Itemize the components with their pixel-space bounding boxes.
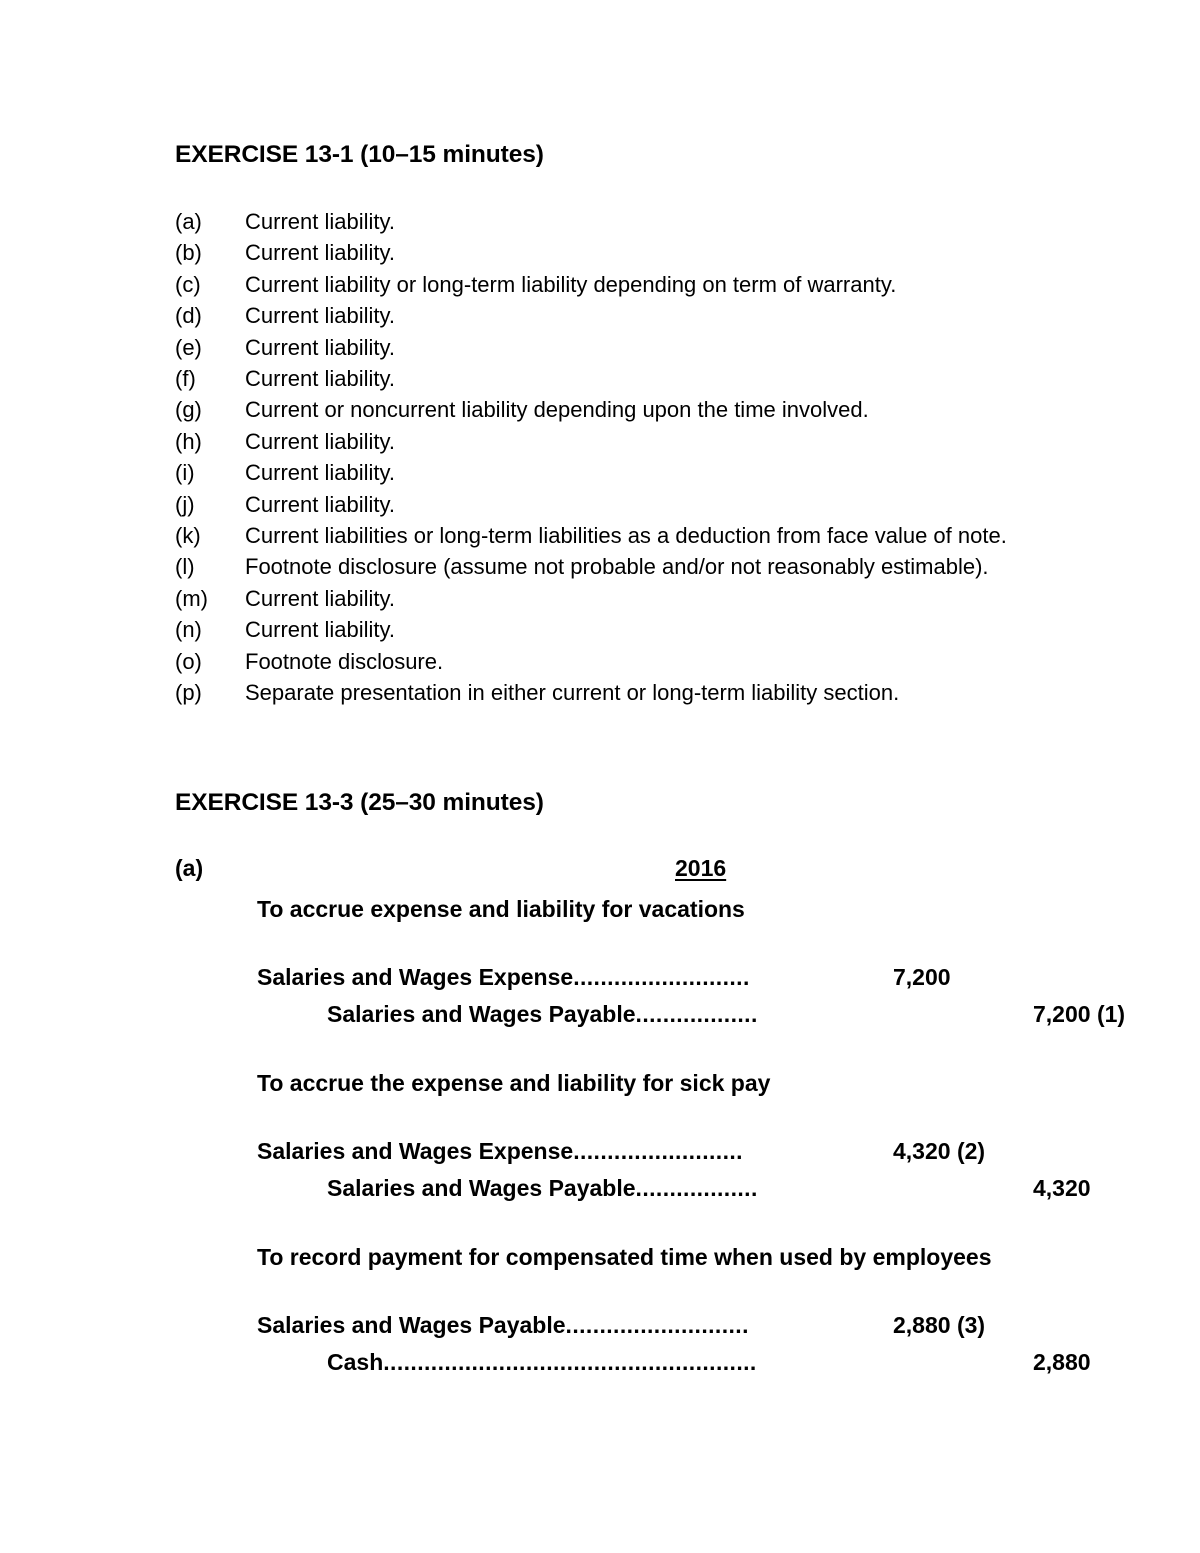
list-item-label: (g) bbox=[175, 397, 202, 423]
list-item-label: (c) bbox=[175, 271, 201, 297]
list-item-label: (i) bbox=[175, 460, 195, 486]
list-item bbox=[175, 394, 1075, 425]
list-item bbox=[175, 614, 1075, 645]
credit-amount: 7,200 (1) bbox=[1033, 1001, 1126, 1027]
entry-description: To accrue expense and liability for vacations bbox=[257, 896, 745, 922]
list-item bbox=[175, 646, 1075, 677]
spacer bbox=[175, 1207, 1175, 1239]
account-name: Salaries and Wages Payable bbox=[257, 1312, 566, 1338]
debit-amount: 4,320 (2) bbox=[893, 1138, 986, 1164]
list-item-text: Current liability. bbox=[245, 617, 395, 643]
spacer bbox=[175, 1275, 1175, 1307]
year-heading: 2016 bbox=[675, 855, 727, 881]
list-item-label: (n) bbox=[175, 617, 202, 643]
list-item-label: (m) bbox=[175, 585, 208, 611]
list-item-label: (b) bbox=[175, 240, 202, 266]
account-name: Salaries and Wages Payable bbox=[327, 1175, 636, 1201]
account-name-with-leader bbox=[327, 1170, 852, 1207]
debit-amount: 7,200 bbox=[893, 964, 951, 990]
account-name: Salaries and Wages Expense bbox=[257, 964, 574, 990]
list-item bbox=[175, 426, 1075, 457]
account-name-with-leader bbox=[257, 959, 852, 996]
account-name-with-leader bbox=[327, 996, 852, 1033]
list-item-text: Current liability. bbox=[245, 428, 395, 454]
list-item bbox=[175, 332, 1075, 363]
list-item-text: Current liability. bbox=[245, 240, 395, 266]
list-item bbox=[175, 457, 1075, 488]
journal-entry bbox=[175, 891, 1175, 1033]
list-item-label: (d) bbox=[175, 303, 202, 329]
list-item-text: Current liability. bbox=[245, 334, 395, 360]
list-item-label: (k) bbox=[175, 523, 201, 549]
list-item-label: (j) bbox=[175, 491, 195, 517]
list-item-text: Current liability. bbox=[245, 366, 395, 392]
list-item-text: Current or noncurrent liability depending upon the time involved. bbox=[245, 397, 869, 423]
list-item bbox=[175, 237, 1075, 268]
list-item-text: Current liability. bbox=[245, 460, 395, 486]
list-item bbox=[175, 363, 1075, 394]
account-name: Salaries and Wages Payable bbox=[327, 1001, 636, 1027]
list-item-label: (l) bbox=[175, 554, 195, 580]
entry-credit-line bbox=[175, 1170, 1175, 1207]
list-item bbox=[175, 269, 1075, 300]
list-item bbox=[175, 551, 1075, 582]
list-item bbox=[175, 489, 1075, 520]
entry-debit-line bbox=[175, 959, 1175, 996]
list-item-text: Current liability. bbox=[245, 491, 395, 517]
list-item-label: (p) bbox=[175, 680, 202, 706]
list-item-label: (a) bbox=[175, 209, 202, 234]
list-item bbox=[175, 206, 1075, 237]
list-item bbox=[175, 300, 1075, 331]
dot-leader: .......................... bbox=[573, 964, 750, 990]
exercise-13-3-heading: EXERCISE 13-3 (25–30 minutes) bbox=[175, 789, 544, 816]
account-name-with-leader bbox=[327, 1344, 852, 1381]
list-item bbox=[175, 520, 1075, 551]
credit-amount: 4,320 bbox=[1033, 1175, 1091, 1201]
list-item bbox=[175, 583, 1075, 614]
exercise-13-1-answer-list bbox=[175, 206, 1075, 709]
spacer bbox=[175, 1101, 1175, 1133]
list-item-text: Current liability. bbox=[245, 585, 395, 611]
list-item-text: Current liability. bbox=[245, 303, 395, 329]
entry-debit-line bbox=[175, 1307, 1175, 1344]
list-item-text: Footnote disclosure. bbox=[245, 648, 444, 674]
list-item-label: (o) bbox=[175, 648, 202, 674]
part-label: (a) bbox=[175, 855, 204, 881]
list-item-label: (f) bbox=[175, 366, 196, 392]
list-item-label: (h) bbox=[175, 428, 202, 454]
account-name-with-leader bbox=[257, 1307, 852, 1344]
journal-entries-section bbox=[175, 855, 1175, 1381]
dot-leader: .................. bbox=[635, 1001, 758, 1027]
dot-leader: ......................... bbox=[573, 1138, 743, 1164]
list-item-label: (e) bbox=[175, 334, 202, 360]
account-name: Cash bbox=[327, 1349, 384, 1375]
journal-entry bbox=[175, 1239, 1175, 1381]
part-a-header bbox=[175, 855, 1175, 891]
list-item-text: Separate presentation in either current or long-term liability section. bbox=[245, 680, 900, 706]
entry-description: To accrue the expense and liability for sick pay bbox=[257, 1070, 771, 1096]
dot-leader: .................. bbox=[635, 1175, 758, 1201]
credit-amount: 2,880 bbox=[1033, 1349, 1091, 1375]
entry-credit-line bbox=[175, 1344, 1175, 1381]
dot-leader: ....................................................... bbox=[383, 1349, 757, 1375]
list-item-text: Current liability. bbox=[245, 209, 395, 234]
list-item-text: Current liabilities or long-term liabilities as a deduction from face value of note. bbox=[245, 523, 1007, 549]
entry-debit-line bbox=[175, 1133, 1175, 1170]
entry-description: To record payment for compensated time when used by employees bbox=[257, 1244, 992, 1270]
list-item-text: Footnote disclosure (assume not probable and/or not reasonably estimable). bbox=[245, 554, 989, 580]
dot-leader: ........................... bbox=[565, 1312, 749, 1338]
account-name-with-leader bbox=[257, 1133, 852, 1170]
account-name: Salaries and Wages Expense bbox=[257, 1138, 574, 1164]
exercise-13-1-heading: EXERCISE 13-1 (10–15 minutes) bbox=[175, 141, 544, 168]
entry-credit-line bbox=[175, 996, 1175, 1033]
spacer bbox=[175, 927, 1175, 959]
journal-entry bbox=[175, 1065, 1175, 1207]
list-item-text: Current liability or long-term liability depending on term of warranty. bbox=[245, 271, 897, 297]
debit-amount: 2,880 (3) bbox=[893, 1312, 986, 1338]
spacer bbox=[175, 1033, 1175, 1065]
list-item bbox=[175, 677, 1075, 708]
